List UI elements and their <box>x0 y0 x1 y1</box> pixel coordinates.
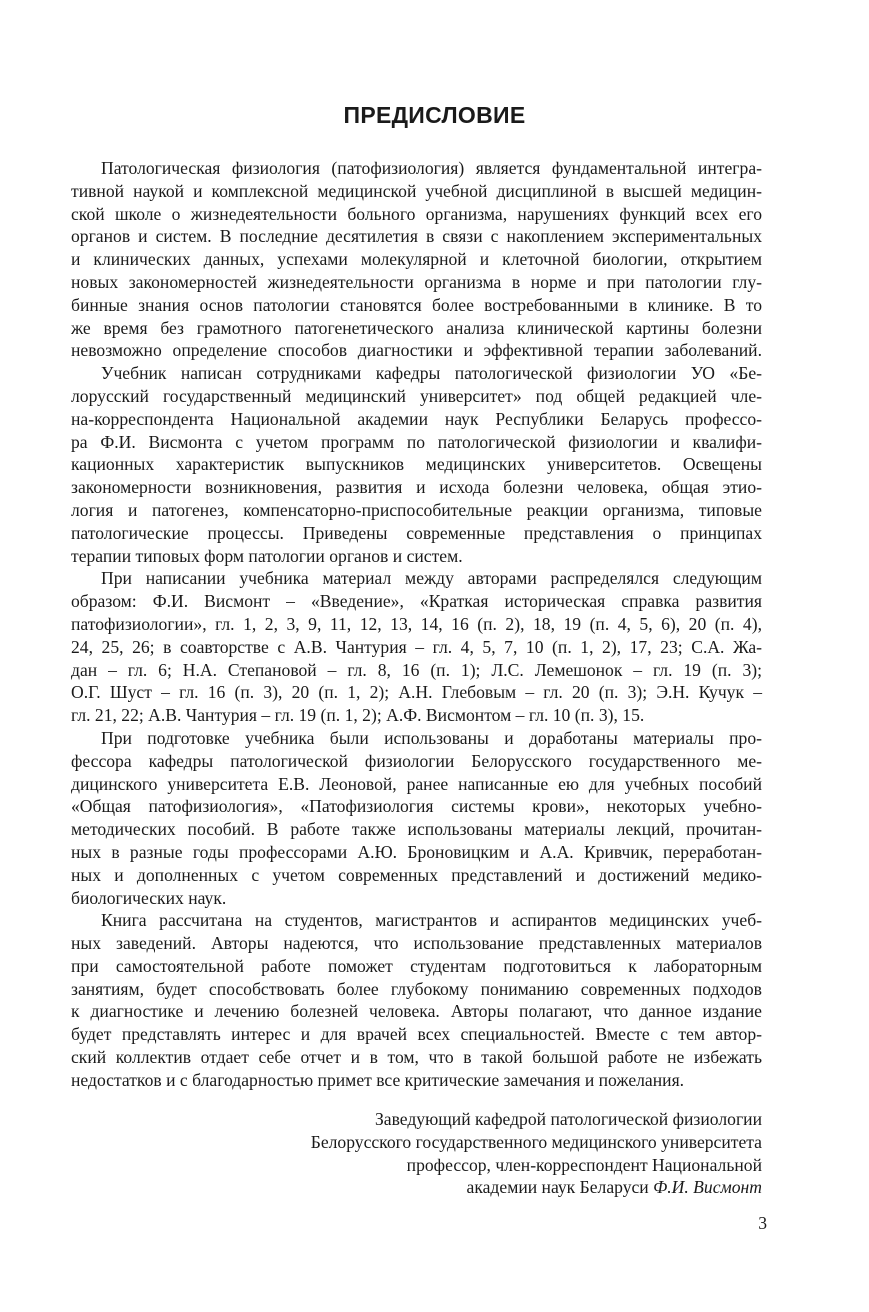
text-line: биологических наук. <box>71 887 227 908</box>
text-line: О.Г. Шуст – гл. 16 (п. 3), 20 (п. 1, 2); А.Н. Глебовым – гл. 20 (п. 3); Э.Н. Кучук – <box>71 682 762 703</box>
text-line: лорусский государственный медицинский университет» под общей редакцией чле- <box>71 385 762 406</box>
text-line: ский коллектив отдает себе отчет и в том, что в такой большой работе не избежать <box>71 1047 762 1068</box>
text-line: образом: Ф.И. Висмонт – «Введение», «Краткая историческая справка развития <box>71 591 762 612</box>
text-line: на-корреспондента Национальной академии наук Республики Беларусь профессо- <box>71 408 762 429</box>
text-line: ных заведений. Авторы надеются, что использование представленных материалов <box>71 933 762 954</box>
signature-line: Белорусского государственного медицинского университета <box>310 1131 762 1152</box>
text-line: невозможно определение способов диагностики и эффективной терапии заболеваний. <box>71 340 762 361</box>
text-line: Книга рассчитана на студентов, магистрантов и аспирантов медицинских учеб- <box>101 910 762 931</box>
text-line: ных и дополненных с учетом современных представлений и достижений медико- <box>71 864 762 885</box>
paragraph-4 <box>71 727 762 909</box>
signature-line: профессор, член-корреспондент Национальной <box>406 1154 762 1175</box>
text-line: кационных характеристик выпускников медицинских университетов. Освещены <box>71 454 762 475</box>
text-line: и клинических данных, успехами молекулярной и клеточной биологии, открытием <box>71 249 762 270</box>
text-line: фессора кафедры патологической физиологии Белорусского государственного ме- <box>71 750 762 771</box>
text-line: При подготовке учебника были использованы и доработаны материалы про- <box>101 727 762 748</box>
text-line: Учебник написан сотрудниками кафедры патологической физиологии УО «Бе- <box>101 363 762 384</box>
text-line: недостатков и с благодарностью примет все критические замечания и пожелания. <box>71 1069 685 1090</box>
text-line: патофизиологии», гл. 1, 2, 3, 9, 11, 12, 13, 14, 16 (п. 2), 18, 19 (п. 4, 5, 6), 20 (п. 4), <box>71 613 762 634</box>
text-line: закономерности возникновения, развития и исхода болезни человека, общая этио- <box>71 477 762 498</box>
signature-line-last <box>311 1176 762 1199</box>
text-line: ра Ф.И. Висмонта с учетом программ по патологической физиологии и квалифи- <box>71 431 762 452</box>
text-line: ных в разные годы профессорами А.Ю. Броновицким и А.А. Кривчик, переработан- <box>71 841 762 862</box>
text-line: новых закономерностей жизнедеятельности организма в норме и при патологии глу- <box>71 271 762 292</box>
text-line: «Общая патофизиология», «Патофизиология системы крови», некоторых учебно- <box>71 796 762 817</box>
text-line: 24, 25, 26; в соавторстве с А.В. Чантурия – гл. 4, 5, 7, 10 (п. 1, 2), 17, 23; С.А. Жа- <box>71 636 762 657</box>
paragraph-2 <box>71 362 762 567</box>
paragraph-5 <box>71 909 762 1091</box>
preface-body <box>71 157 762 1092</box>
text-line: терапии типовых форм патологии органов и систем. <box>71 545 463 566</box>
text-line: органов и систем. В последние десятилетия в связи с накоплением экспериментальных <box>71 226 762 247</box>
text-line: дан – гл. 6; Н.А. Степановой – гл. 8, 16 (п. 1); Л.С. Лемешонок – гл. 19 (п. 3); <box>71 659 762 680</box>
text-line: к диагностике и лечению болезней человека. Авторы полагают, что данное издание <box>71 1001 762 1022</box>
text-line: гл. 21, 22; А.В. Чантурия – гл. 19 (п. 1, 2); А.Ф. Висмонтом – гл. 10 (п. 3), 15. <box>71 705 645 726</box>
paragraph-1 <box>71 157 762 362</box>
signature-name: Ф.И. Висмонт <box>653 1177 762 1198</box>
text-line: же время без грамотного патогенетического анализа клинической картины болезни <box>71 317 762 338</box>
text-line: будет представлять интерес и для врачей всех специальностей. Вместе с тем автор- <box>71 1024 762 1045</box>
text-line: логия и патогенез, компенсаторно-приспособительные реакции организма, типовые <box>71 499 762 520</box>
text-line: При написании учебника материал между авторами распределялся следующим <box>101 568 762 589</box>
text-line: при самостоятельной работе поможет студентам подготовиться к лабораторным <box>71 955 762 976</box>
paragraph-3 <box>71 567 762 727</box>
text-line: бинные знания основ патологии становятся более востребованными в клинике. В то <box>71 294 762 315</box>
text-line: методических пособий. В работе также использованы материалы лекций, прочитан- <box>71 819 762 840</box>
text-line: Патологическая физиология (патофизиология) является фундаментальной интегра- <box>101 158 762 178</box>
signature-block <box>311 1108 762 1199</box>
text-line: ской школе о жизнедеятельности больного организма, нарушениях функций всех его <box>71 203 762 224</box>
text-line: патологические процессы. Приведены современные представления о принципах <box>71 522 762 543</box>
page-title: ПРЕДИСЛОВИЕ <box>343 102 526 128</box>
text-line: тивной наукой и комплексной медицинской учебной дисциплиной в высшей медицин- <box>71 180 762 201</box>
signature-line: академии наук Беларуси <box>466 1177 649 1198</box>
page-number: 3 <box>758 1213 767 1233</box>
text-line: дицинского университета Е.В. Леоновой, ранее написанные ею для учебных пособий <box>71 773 762 794</box>
signature-line: Заведующий кафедрой патологической физиологии <box>374 1109 762 1129</box>
text-line: занятиям, будет способствовать более глубокому пониманию современных подходов <box>71 978 762 999</box>
